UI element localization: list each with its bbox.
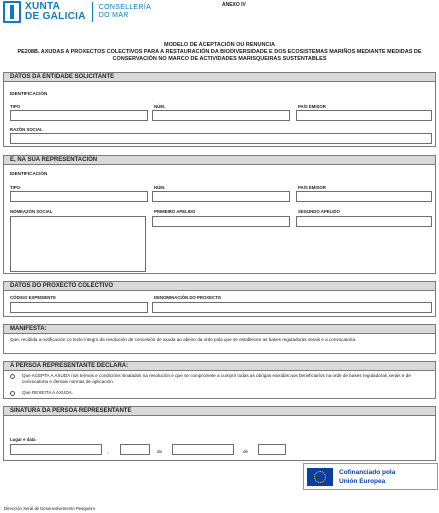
entity-pais-label: PAÍS EMISOR xyxy=(298,104,326,109)
rep-pais-field[interactable] xyxy=(296,191,432,202)
entity-section xyxy=(3,72,436,147)
project-title: DATOS DO PROXECTO COLECTIVO xyxy=(10,283,114,289)
title-line1: MODELO DE ACEPTACIÓN OU RENUNCIA xyxy=(164,42,275,48)
annex-label: ANEXO IV xyxy=(222,2,246,8)
logo-divider xyxy=(92,2,93,22)
day-field[interactable] xyxy=(120,444,150,455)
entity-num-field[interactable] xyxy=(152,110,290,121)
declares-section xyxy=(3,361,436,399)
title-line2: PE208B. AXUDAS A PROXECTOS COLECTIVOS PARA A RESTAURACIÓN DA BIODIVERSIDADE E DOS ECOSISTEMAS MARIÑOS MEDIANTE MEDIDAS DE CONSERVACIÓN NO MARCO DE ACTIVIDADES MARISQUEIRAS SUSTENTABLES xyxy=(17,49,422,62)
dept-line1: CONSELLERÍA xyxy=(98,4,152,11)
manifest-section xyxy=(3,324,436,354)
entity-tipo-field[interactable] xyxy=(10,110,148,121)
manifest-text: Que, recibida a notificación co texto íntegro da resolución de concesión de axuda ao abeiro da orde pola que se establecen as bases reguladoras xerais e a convocatoria. xyxy=(10,337,357,342)
place-field[interactable] xyxy=(10,444,102,455)
eu-line1: Cofinanciado pola xyxy=(339,468,396,476)
logo-line2: DE GALICIA xyxy=(25,11,86,22)
rep-tipo-field[interactable] xyxy=(10,191,148,202)
entity-razon-field[interactable] xyxy=(10,133,432,144)
entity-razon-label: RAZÓN SOCIAL xyxy=(10,127,43,132)
reject-text: Que REXEITA A AXUDA. xyxy=(22,390,73,395)
project-code-field[interactable] xyxy=(10,302,148,313)
signature-title: SINATURA DA PERSOA REPRESENTANTE xyxy=(10,408,132,414)
entity-pais-field[interactable] xyxy=(296,110,432,121)
project-denom-label: DENOMINACIÓN DO PROXECTO xyxy=(154,295,222,300)
logo-line1: XUNTA xyxy=(25,1,61,12)
entity-identification: IDENTIFICACIÓN xyxy=(10,91,48,96)
footer-text: Dirección Xeral de Desenvolvemento Pesqueiro xyxy=(4,506,96,511)
rep-primeiro-label: PRIMEIRO APELIDO xyxy=(154,209,196,214)
declares-title: A PERSOA REPRESENTANTE DECLARA: xyxy=(10,363,129,369)
entity-title: DATOS DA ENTIDADE SOLICITANTE xyxy=(10,74,115,80)
de-separator-2: de xyxy=(243,449,249,454)
manifest-title: MANIFESTA: xyxy=(10,326,47,332)
xunta-emblem-icon xyxy=(3,1,21,23)
de-separator-1: de xyxy=(157,449,163,454)
project-section xyxy=(3,281,436,317)
comma-separator: , xyxy=(107,449,109,454)
accept-text: Que ACEPTA A AXUDA nos termos e condicións sinalados na resolución e que se compromete a cumprir todas as obrigas exixidas aos beneficiarios na orde de bases reguladoras xerais e de convocatoria e demais normas de aplicación. xyxy=(22,373,411,384)
dept-line2: DO MAR xyxy=(98,12,129,19)
rep-segundo-field[interactable] xyxy=(296,216,432,227)
rep-nombre-label: NOMEAZÓN SOCIAL xyxy=(10,209,53,214)
reject-radio[interactable] xyxy=(10,391,15,396)
place-date-label: Lugar e data xyxy=(10,437,36,442)
rep-segundo-label: SEGUNDO APELIDO xyxy=(298,209,340,214)
month-field[interactable] xyxy=(172,444,234,455)
signature-section xyxy=(3,406,436,461)
project-denom-field[interactable] xyxy=(152,302,432,313)
rep-num-label: NÚM. xyxy=(154,185,165,190)
xunta-logo xyxy=(3,1,151,23)
representative-title: E, NA SÚA REPRESENTACIÓN xyxy=(10,157,98,163)
rep-num-field[interactable] xyxy=(152,191,290,202)
accept-radio[interactable] xyxy=(10,374,15,379)
document-title xyxy=(0,42,439,63)
representative-identification: IDENTIFICACIÓN xyxy=(10,171,48,176)
rep-pais-label: PAÍS EMISOR xyxy=(298,185,326,190)
page-header xyxy=(0,0,439,30)
representative-section xyxy=(3,155,436,274)
year-field[interactable] xyxy=(258,444,286,455)
eu-line2: Unión Europea xyxy=(339,477,386,485)
rep-tipo-label: TIPO xyxy=(10,185,21,190)
rep-primeiro-field[interactable] xyxy=(152,216,290,227)
entity-tipo-label: TIPO xyxy=(10,104,21,109)
eu-cofinance-logo xyxy=(303,463,438,490)
rep-nombre-field[interactable] xyxy=(10,216,146,272)
project-code-label: CÓDIGO EXPEDIENTE xyxy=(10,295,56,300)
entity-num-label: NÚM. xyxy=(154,104,165,109)
eu-flag-icon xyxy=(307,468,333,486)
